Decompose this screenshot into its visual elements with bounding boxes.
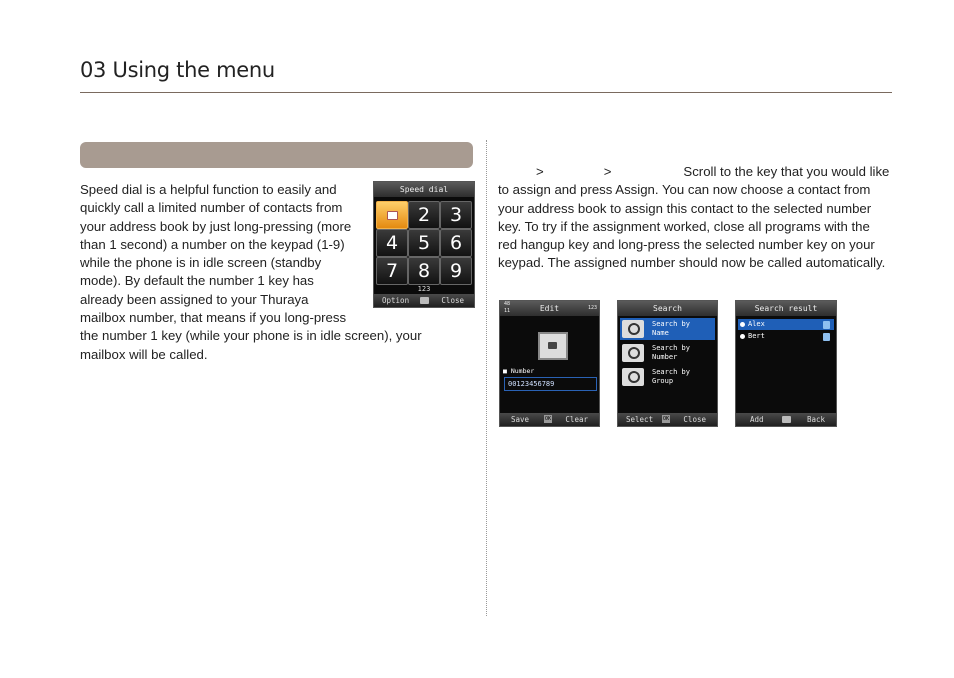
screen-title: Speed dial [374, 182, 474, 197]
key-9: 9 [440, 257, 472, 285]
softkey-bar [736, 413, 836, 426]
edit-screenshot [499, 300, 600, 427]
softkey-back: Back [806, 415, 825, 424]
speed-dial-description: Speed dial is a helpful function to easily and quickly call a limited number of contacts from your address book by just long-pressing (more than 1 second) a number on the keypad (1-9) while the phone is in idle screen (standby mode). By default the number 1 key has already been assigned to your Thuraya mailbox number, that means if you long-press the number 1 key (while your phone is in idle screen), your mailbox will be called. [80, 182, 422, 362]
mailbox-icon [387, 211, 398, 220]
number-field[interactable]: 00123456789 [504, 377, 597, 391]
title-rule [80, 92, 892, 93]
softkey-add: Add [750, 415, 764, 424]
softkey-bar [500, 413, 599, 426]
key-4: 4 [376, 229, 408, 257]
softkey-bar [618, 413, 717, 426]
input-mode: 123 [587, 305, 597, 311]
softkey-bar [374, 294, 474, 307]
softkey-clear: Clear [565, 415, 588, 424]
contact-icon [823, 321, 830, 329]
assign-instructions: Scroll to the key that you would like to assign and press Assign. You can now choose a contact from your address book to assign this contact to the selected number key. To try if the assignment worked, close all programs with the red hangup key and long-press the selected number key on your keypad. The assigned number should now be called automatically. [498, 164, 890, 271]
search-icon [622, 344, 644, 362]
softkey-ok: OK [545, 416, 552, 422]
softkey-ok: OK [663, 416, 670, 422]
search-result-screenshot [735, 300, 837, 427]
search-option-number: Search by Number [620, 342, 715, 364]
number-label: ■ Number [503, 367, 535, 375]
column-divider [486, 140, 487, 616]
key-1-mailbox [376, 201, 408, 229]
contact-card-icon [538, 332, 568, 360]
menu-path-separator: > [536, 164, 544, 179]
status-signal: 48 11 [503, 301, 511, 314]
key-3: 3 [440, 201, 472, 229]
search-option-name: Search by Name [620, 318, 715, 340]
result-item-alex: Alex [738, 319, 834, 330]
edit-icon [420, 297, 429, 304]
softkey-close: Close [441, 296, 464, 305]
search-icon [622, 368, 644, 386]
page-title: 03 Using the menu [80, 58, 275, 82]
section-header-bar [80, 142, 473, 168]
contact-icon [823, 333, 830, 341]
softkey-option: Option [382, 296, 410, 305]
key-8: 8 [408, 257, 440, 285]
right-column-text [498, 163, 890, 273]
key-6: 6 [440, 229, 472, 257]
key-5: 5 [408, 229, 440, 257]
menu-path-separator: > [603, 164, 612, 179]
search-icon [622, 320, 644, 338]
key-2: 2 [408, 201, 440, 229]
entry-text: 123 [417, 285, 431, 293]
speed-dial-screenshot [373, 181, 475, 308]
search-option-group: Search by Group [620, 366, 715, 388]
screen-title: Search [618, 301, 717, 316]
screen-title: Search result [736, 301, 836, 316]
softkey-select: Select [626, 415, 654, 424]
screen-title: 48 11 Edit 123 [500, 301, 599, 316]
message-icon [782, 416, 791, 423]
key-7: 7 [376, 257, 408, 285]
search-screenshot [617, 300, 718, 427]
result-item-bert: Bert [738, 331, 834, 342]
softkey-close: Close [683, 415, 706, 424]
softkey-save: Save [511, 415, 530, 424]
